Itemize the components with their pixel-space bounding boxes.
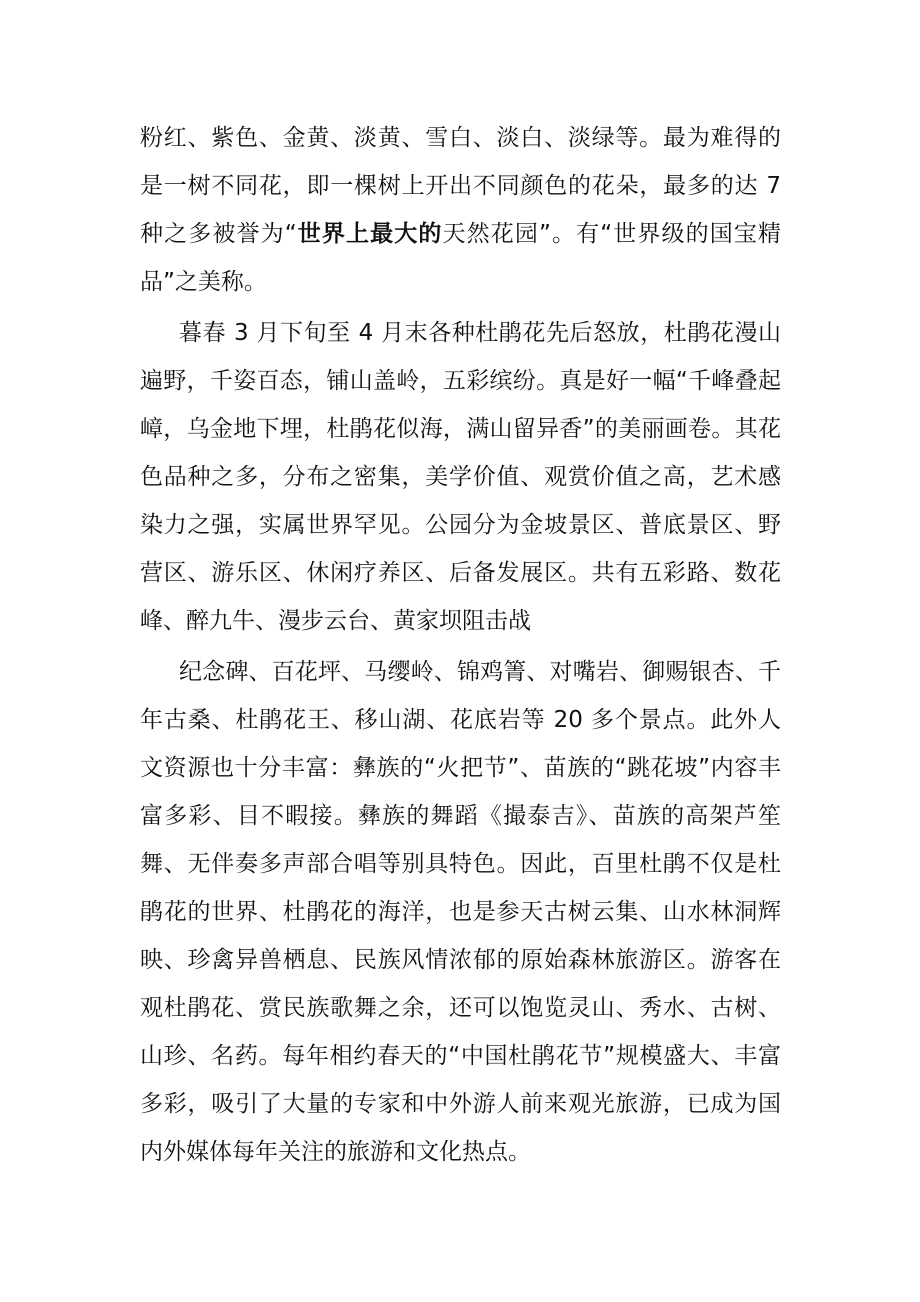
document-body [140, 114, 781, 1179]
paragraph-2: 暮春 3 月下旬至 4 月末各种杜鹃花先后怒放，杜鹃花漫山遍野，千姿百态，铺山盖岭，五彩缤纷。真是好一幅“千峰叠起嶂，乌金地下埋，杜鹃花似海，满山留异香”的美丽画卷。其花色品种之多，分布之密集，美学价值、观赏价值之高，艺术感染力之强，实属世界罕见。公园分为金坡景区、普底景区、野营区、游乐区、休闲疗养区、后备发展区。共有五彩路、数花峰、醉九牛、漫步云台、黄家坝阻击战 [140, 320, 781, 634]
paragraph-1 [140, 114, 781, 306]
paragraph-1-bold-text: 世界上最大的 [296, 221, 443, 247]
paragraph-1-text-a: 粉红、紫色、金黄、淡黄、雪白、淡白、淡绿等。最为难得的是一树不同花，即一棵树上开出不同颜色的花朵，最多的达 7 种之多被誉为“ [140, 125, 781, 247]
paragraph-3: 纪念碑、百花坪、马缨岭、锦鸡箐、对嘴岩、御赐银杏、千年古桑、杜鹃花王、移山湖、花底岩等 20 多个景点。此外人文资源也十分丰富：彝族的“火把节”、苗族的“跳花坡”内容丰富多彩、目不暇接。彝族的舞蹈《撮泰吉》、苗族的高架芦笙舞、无伴奏多声部合唱等别具特色。因此，百里杜鹃不仅是杜鹃花的世界、杜鹃花的海洋，也是参天古树云集、山水林洞辉映、珍禽异兽栖息、民族风情浓郁的原始森林旅游区。游客在观杜鹃花、赏民族歌舞之余，还可以饱览灵山、秀水、古树、山珍、名药。每年相约春天的“中国杜鹃花节”规模盛大、丰富多彩，吸引了大量的专家和中外游人前来观光旅游，已成为国内外媒体每年关注的旅游和文化热点。 [140, 659, 781, 1165]
paragraph-1-text-b: 天然花园”。有“世界级的国宝精品”之美称。 [140, 221, 781, 295]
